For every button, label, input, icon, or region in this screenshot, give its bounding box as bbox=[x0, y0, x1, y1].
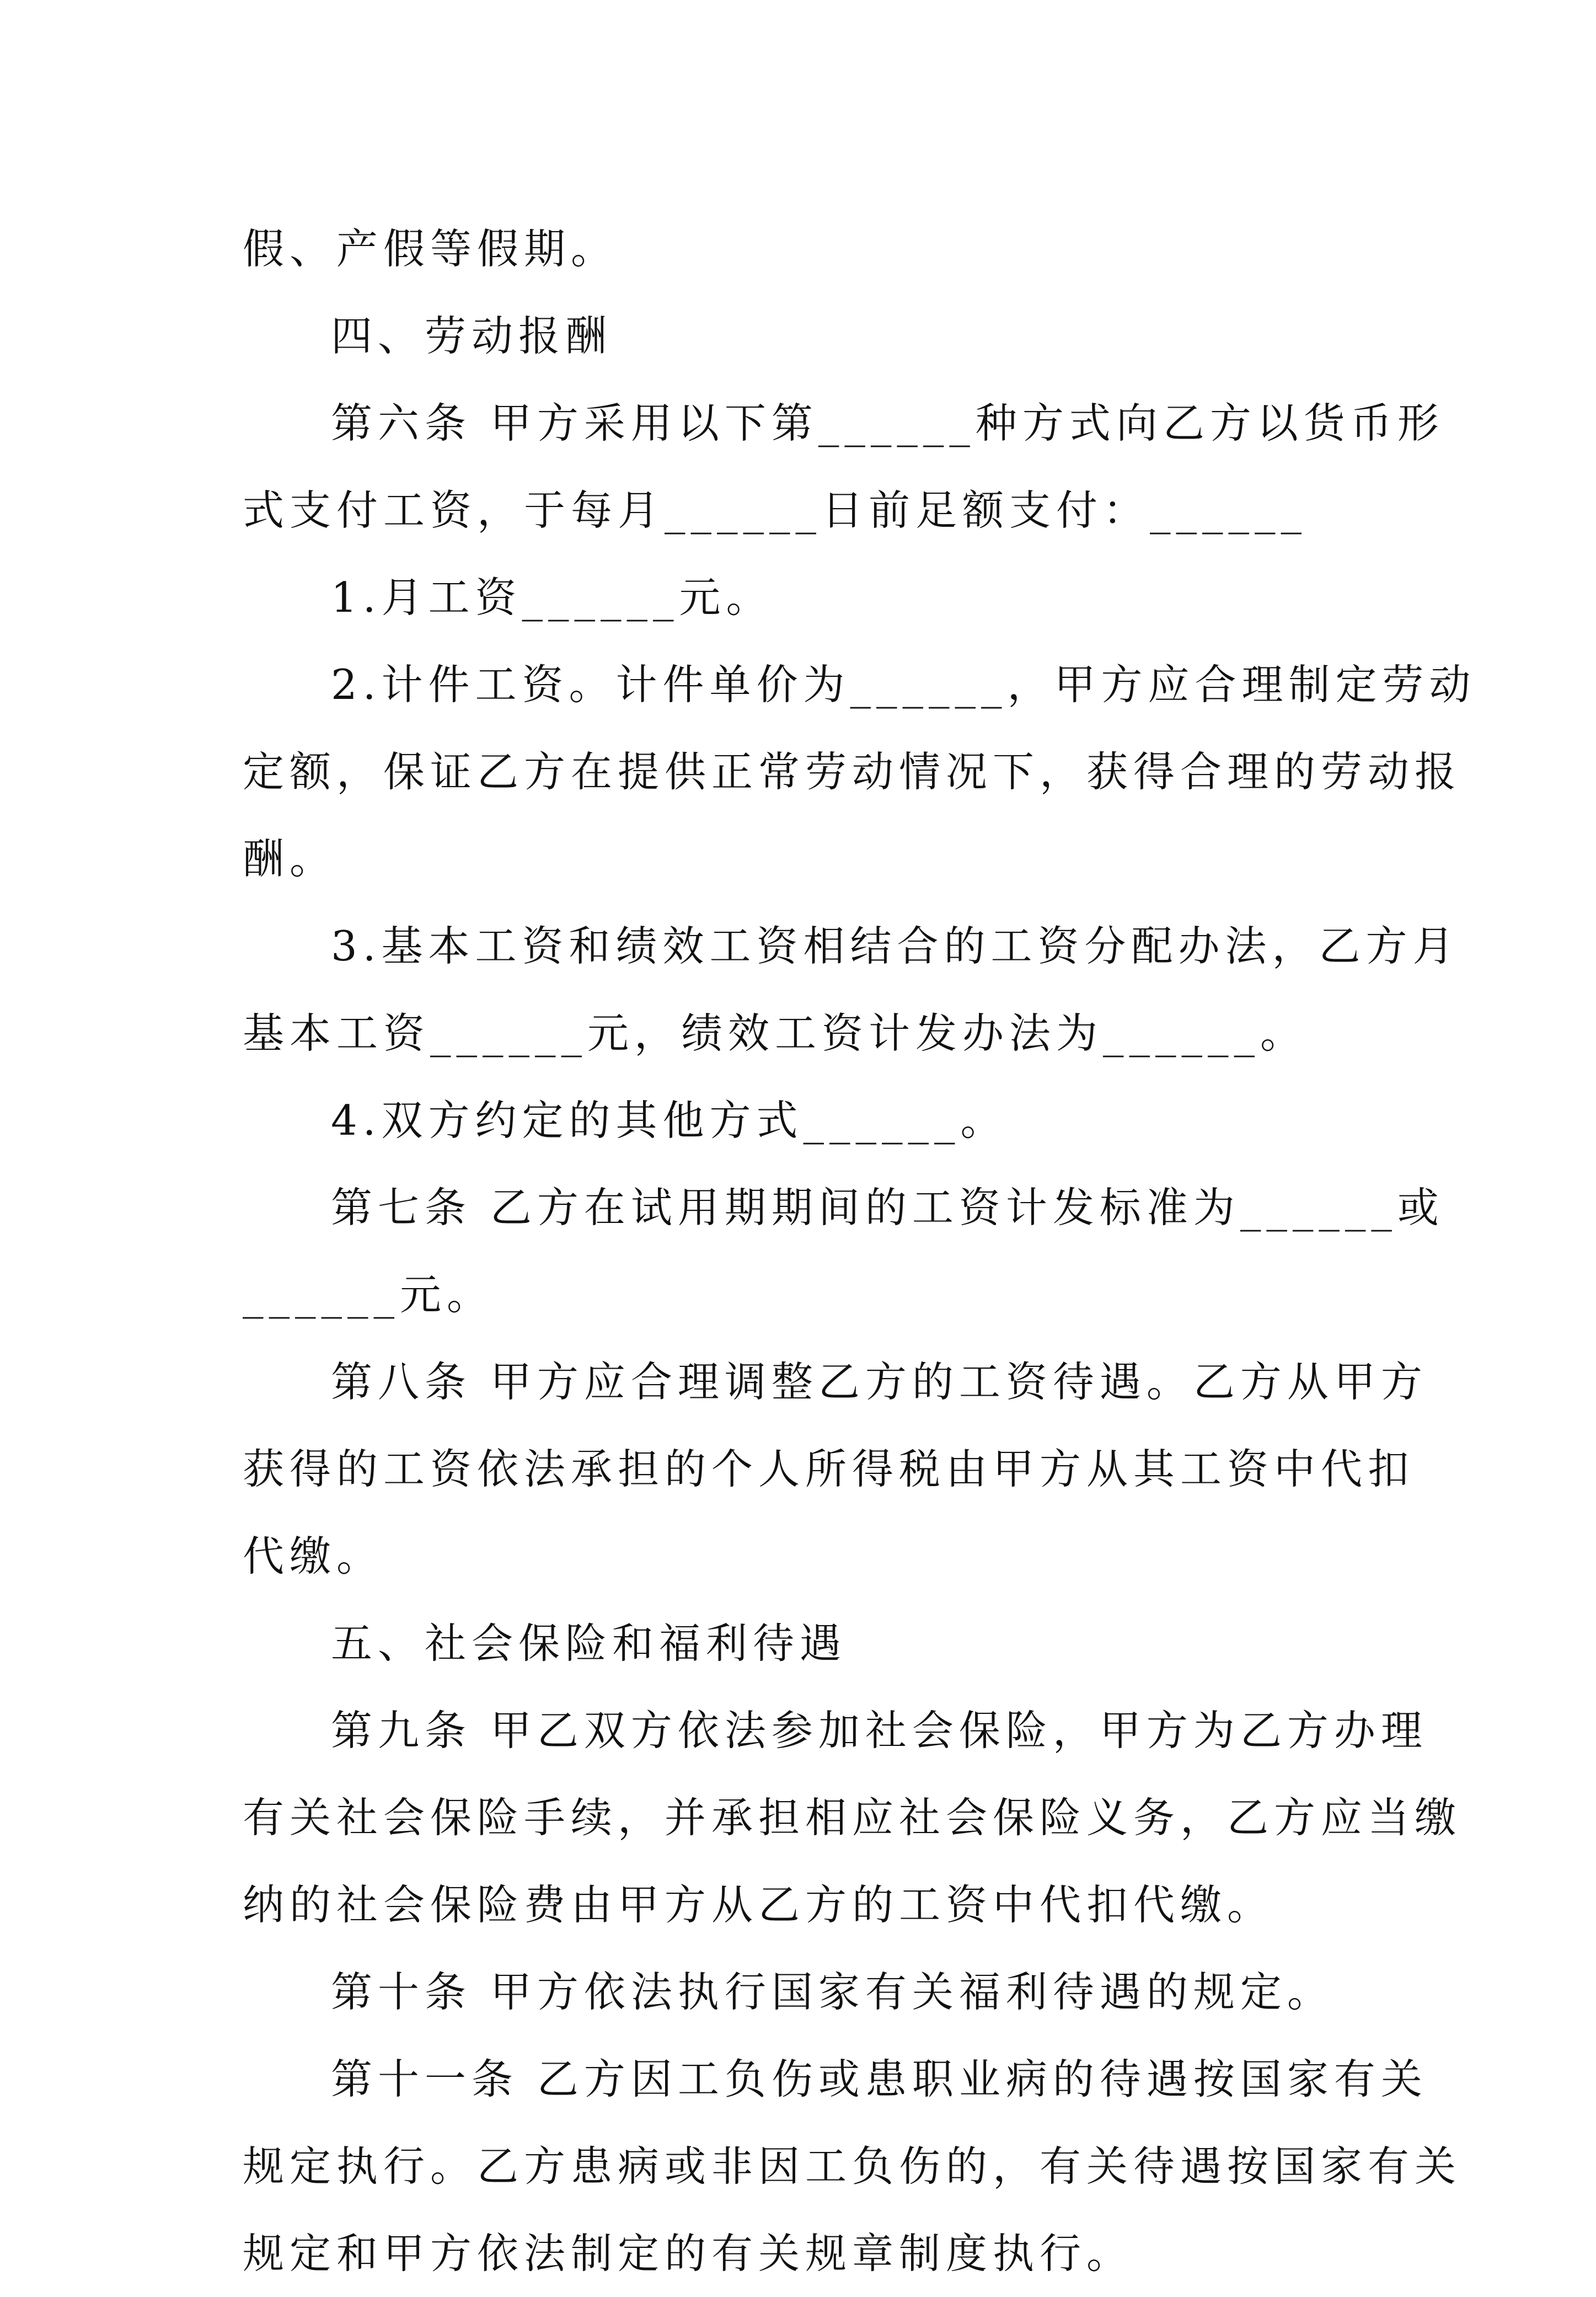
text-line: 代缴。 bbox=[243, 1532, 384, 1580]
text-line: 第九条 甲乙双方依法参加社会保险，甲方为乙方办理 bbox=[331, 1706, 1428, 1755]
text-line: 4.双方约定的其他方式______。 bbox=[331, 1096, 1008, 1145]
text-line: 第十一条 乙方因工负伤或患职业病的待遇按国家有关 bbox=[331, 2055, 1428, 2103]
text-line: 有关社会保险手续，并承担相应社会保险义务，乙方应当缴 bbox=[243, 1793, 1462, 1842]
text-line: 假、产假等假期。 bbox=[243, 225, 618, 273]
text-line: 第八条 甲方应合理调整乙方的工资待遇。乙方从甲方 bbox=[331, 1358, 1428, 1406]
section-heading: 五、社会保险和福利待遇 bbox=[331, 1619, 847, 1668]
text-line: 基本工资______元，绩效工资计发办法为______。 bbox=[243, 1009, 1308, 1057]
text-line: 式支付工资，于每月______日前足额支付：______ bbox=[243, 486, 1308, 535]
text-line: 获得的工资依法承担的个人所得税由甲方从其工资中代扣 bbox=[243, 1445, 1415, 1493]
text-line: 3.基本工资和绩效工资相结合的工资分配办法，乙方月 bbox=[331, 922, 1460, 970]
section-heading: 四、劳动报酬 bbox=[331, 312, 613, 360]
text-line: 第十条 甲方依法执行国家有关福利待遇的规定。 bbox=[331, 1968, 1334, 2016]
text-line: 1.月工资______元。 bbox=[331, 573, 773, 622]
text-line: 规定执行。乙方患病或非因工负伤的，有关待遇按国家有关 bbox=[243, 2142, 1462, 2191]
text-line: ______元。 bbox=[243, 1270, 494, 1319]
text-line: 第七条 乙方在试用期期间的工资计发标准为______或 bbox=[331, 1183, 1444, 1232]
text-line: 酬。 bbox=[243, 835, 337, 883]
text-line: 纳的社会保险费由甲方从乙方的工资中代扣代缴。 bbox=[243, 1881, 1274, 1929]
document-body bbox=[243, 205, 1476, 2297]
text-line: 2.计件工资。计件单价为______，甲方应合理制定劳动 bbox=[331, 660, 1476, 709]
text-line: 第六条 甲方采用以下第______种方式向乙方以货币形 bbox=[331, 399, 1444, 447]
text-line: 定额，保证乙方在提供正常劳动情况下，获得合理的劳动报 bbox=[243, 747, 1462, 796]
text-line: 规定和甲方依法制定的有关规章制度执行。 bbox=[243, 2229, 1134, 2278]
